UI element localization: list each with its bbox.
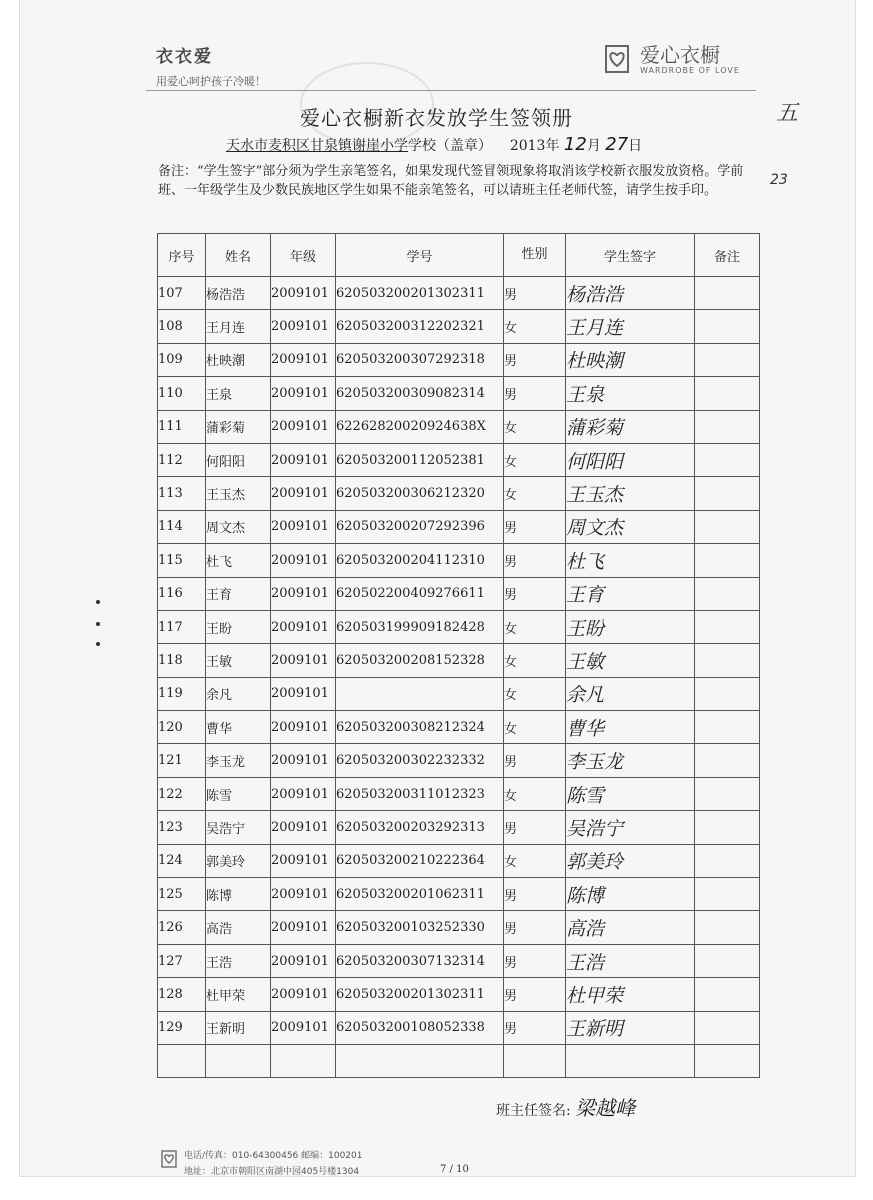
cell-no: 111 [158,410,206,443]
cell-student-signature [566,1044,695,1077]
cell-sex: 男 [504,277,566,310]
cell-grade [271,1044,336,1077]
header-signature: 学生签字 [566,234,695,277]
cell-grade: 2009101 [271,677,336,710]
month-unit: 月 [586,138,601,154]
cell-remark [695,310,760,343]
header-id: 学号 [336,234,504,277]
cell-sex: 女 [504,477,566,510]
cell-grade: 2009101 [271,744,336,777]
table-row [158,677,760,710]
margin-mark-top: 五 [776,101,799,126]
cell-no: 123 [158,811,206,844]
cell-student-id: 620503200311012323 [336,777,504,810]
cell-remark [695,544,760,577]
cell-sex: 男 [504,577,566,610]
table-row [158,644,760,677]
cell-no: 113 [158,477,206,510]
cell-no: 125 [158,878,206,911]
table-row [158,844,760,877]
cell-student-signature: 高浩 [566,911,695,944]
header-no: 序号 [158,234,206,277]
table-row [158,477,760,510]
cell-grade: 2009101 [271,443,336,476]
cell-remark [695,677,760,710]
cell-student-id: 620503200108052338 [336,1011,504,1044]
cell-grade: 2009101 [271,544,336,577]
cell-no: 114 [158,510,206,543]
day-handwritten: 27 [605,134,629,155]
table-row [158,310,760,343]
cell-sex: 女 [504,443,566,476]
cell-name: 王浩 [206,944,271,977]
cell-sex: 男 [504,343,566,376]
page-number: 7 / 10 [440,1164,469,1175]
cell-student-signature: 杨浩浩 [566,277,695,310]
cell-no [158,1044,206,1077]
cell-name: 曹华 [206,711,271,744]
table-row [158,711,760,744]
header-remark: 备注 [695,234,760,277]
wardrobe-heart-icon [600,42,634,76]
header-grade: 年级 [271,234,336,277]
cell-student-signature: 蒲彩菊 [566,410,695,443]
cell-grade: 2009101 [271,644,336,677]
cell-student-signature: 王育 [566,577,695,610]
table-row [158,377,760,410]
cell-student-signature: 王浩 [566,944,695,977]
table-row [158,1044,760,1077]
cell-student-id: 62262820020924638X [336,410,504,443]
cell-remark [695,1044,760,1077]
sign-sheet-table [157,233,760,1078]
cell-sex: 男 [504,811,566,844]
cell-grade: 2009101 [271,944,336,977]
cell-name: 杜映潮 [206,343,271,376]
cell-remark [695,777,760,810]
header-divider [146,90,756,91]
brand-right-sub: WARDROBE OF LOVE [640,65,740,75]
table-row [158,811,760,844]
table-row [158,510,760,543]
cell-student-id [336,1044,504,1077]
cell-student-id: 620503200210222364 [336,844,504,877]
cell-sex: 男 [504,911,566,944]
cell-sex: 男 [504,544,566,577]
cell-no: 107 [158,277,206,310]
cell-student-id: 620503200308212324 [336,711,504,744]
cell-sex: 女 [504,711,566,744]
cell-grade: 2009101 [271,777,336,810]
cell-no: 109 [158,343,206,376]
cell-remark [695,711,760,744]
cell-no: 110 [158,377,206,410]
table-row [158,911,760,944]
cell-sex: 女 [504,610,566,643]
cell-remark [695,911,760,944]
cell-remark [695,1011,760,1044]
cell-no: 122 [158,777,206,810]
teacher-signature: 梁越峰 [575,1096,636,1120]
cell-name: 王泉 [206,377,271,410]
teacher-label: 班主任签名: [496,1103,571,1119]
cell-student-id: 620503200307292318 [336,343,504,376]
cell-student-id: 620503200307132314 [336,944,504,977]
school-label: 学校（盖章） [408,138,492,154]
cell-no: 115 [158,544,206,577]
cell-no: 126 [158,911,206,944]
cell-student-signature: 杜飞 [566,544,695,577]
table-row [158,777,760,810]
cell-student-signature: 余凡 [566,677,695,710]
cell-no: 117 [158,610,206,643]
school-line [226,134,642,155]
cell-student-id: 620503200306212320 [336,477,504,510]
cell-no: 120 [158,711,206,744]
cell-no: 118 [158,644,206,677]
cell-sex: 男 [504,1011,566,1044]
table-row [158,944,760,977]
cell-grade: 2009101 [271,510,336,543]
cell-remark [695,978,760,1011]
cell-student-id: 620503200201302311 [336,978,504,1011]
table-row [158,544,760,577]
header-sex: 性别 [504,234,566,277]
cell-student-signature: 陈雪 [566,777,695,810]
cell-grade: 2009101 [271,277,336,310]
table-row [158,443,760,476]
cell-student-signature: 曹华 [566,711,695,744]
table-row [158,610,760,643]
cell-sex: 男 [504,744,566,777]
cell-name: 杨浩浩 [206,277,271,310]
cell-student-signature: 吴浩宁 [566,811,695,844]
cell-no: 127 [158,944,206,977]
cell-student-id: 620503200103252330 [336,911,504,944]
cell-no: 119 [158,677,206,710]
year-unit: 年 [545,138,560,154]
brand-left [156,42,266,89]
cell-remark [695,477,760,510]
cell-grade: 2009101 [271,477,336,510]
cell-sex: 男 [504,377,566,410]
cell-sex: 男 [504,510,566,543]
cell-no: 129 [158,1011,206,1044]
cell-student-signature: 王敏 [566,644,695,677]
cell-student-id: 620503200112052381 [336,443,504,476]
page-title: 爱心衣橱新衣发放学生签领册 [300,106,573,130]
cell-grade: 2009101 [271,310,336,343]
cell-remark [695,944,760,977]
cell-name: 陈博 [206,878,271,911]
cell-name: 李玉龙 [206,744,271,777]
cell-remark [695,610,760,643]
punch-dot [96,642,100,646]
table-row [158,878,760,911]
cell-student-signature: 陈博 [566,878,695,911]
table-header-row [158,234,760,277]
cell-student-id: 620503200204112310 [336,544,504,577]
cell-no: 128 [158,978,206,1011]
cell-remark [695,577,760,610]
cell-remark [695,510,760,543]
brand-right [600,42,740,76]
cell-student-id [336,677,504,710]
wardrobe-heart-icon [158,1148,180,1170]
cell-sex: 女 [504,777,566,810]
cell-student-id: 620503200201062311 [336,878,504,911]
cell-sex: 女 [504,844,566,877]
cell-sex: 男 [504,978,566,1011]
cell-sex: 女 [504,677,566,710]
cell-no: 112 [158,443,206,476]
note-paragraph: 备注：“学生签字”部分须为学生亲笔签名，如果发现代签冒领现象将取消该学校新衣服发放资格。学前班、一年级学生及少数民族地区学生如果不能亲笔签名，可以请班主任老师代签，请学生按手印。 [158,164,744,198]
cell-remark [695,811,760,844]
cell-name: 王月连 [206,310,271,343]
cell-grade: 2009101 [271,1011,336,1044]
cell-student-id: 620503200201302311 [336,277,504,310]
cell-remark [695,644,760,677]
cell-sex: 女 [504,410,566,443]
cell-name: 陈雪 [206,777,271,810]
cell-name: 王盼 [206,610,271,643]
cell-name: 余凡 [206,677,271,710]
footer-phone: 电话/传真：010-64300456 邮编：100201 [184,1151,363,1161]
cell-name: 高浩 [206,911,271,944]
cell-student-signature: 王新明 [566,1011,695,1044]
cell-student-signature: 王月连 [566,310,695,343]
cell-student-signature: 王泉 [566,377,695,410]
cell-sex: 女 [504,644,566,677]
cell-grade: 2009101 [271,610,336,643]
school-name: 天水市麦积区甘泉镇谢崖小学 [226,138,408,154]
cell-no: 124 [158,844,206,877]
footer-address: 地址：北京市朝阳区南湖中园405号楼1304 [184,1167,360,1177]
cell-name: 王玉杰 [206,477,271,510]
cell-name: 杜飞 [206,544,271,577]
cell-student-signature: 王盼 [566,610,695,643]
cell-student-signature: 周文杰 [566,510,695,543]
table-row [158,744,760,777]
punch-dot [96,600,100,604]
cell-grade: 2009101 [271,978,336,1011]
cell-student-signature: 李玉龙 [566,744,695,777]
cell-name: 何阳阳 [206,443,271,476]
teacher-signature-line [496,1092,635,1121]
cell-name: 王育 [206,577,271,610]
table-row [158,1011,760,1044]
cell-remark [695,744,760,777]
cell-grade: 2009101 [271,377,336,410]
cell-name: 杜甲荣 [206,978,271,1011]
cell-student-id: 620503200203292313 [336,811,504,844]
cell-student-id: 620503200302232332 [336,744,504,777]
cell-name: 蒲彩菊 [206,410,271,443]
footer [158,1148,362,1177]
cell-grade: 2009101 [271,410,336,443]
cell-student-signature: 何阳阳 [566,443,695,476]
table-row [158,410,760,443]
table-row [158,343,760,376]
punch-dot [96,622,100,626]
cell-student-id: 620503200312202321 [336,310,504,343]
cell-remark [695,410,760,443]
cell-grade: 2009101 [271,711,336,744]
day-unit: 日 [628,138,643,154]
margin-mark-second: 23 [770,172,788,188]
year: 2013 [509,138,546,154]
table-row [158,978,760,1011]
cell-name: 王新明 [206,1011,271,1044]
cell-grade: 2009101 [271,911,336,944]
month-handwritten: 12 [563,134,587,155]
cell-student-signature: 王玉杰 [566,477,695,510]
cell-remark [695,443,760,476]
cell-grade: 2009101 [271,878,336,911]
cell-name: 郭美玲 [206,844,271,877]
cell-grade: 2009101 [271,844,336,877]
cell-student-id: 620503200208152328 [336,644,504,677]
cell-sex [504,1044,566,1077]
brand-left-logo: 衣衣爱 [156,47,213,67]
cell-remark [695,844,760,877]
cell-student-id: 620502200409276611 [336,577,504,610]
cell-no: 121 [158,744,206,777]
table-row [158,577,760,610]
cell-student-id: 620503200309082314 [336,377,504,410]
cell-name: 周文杰 [206,510,271,543]
cell-grade: 2009101 [271,577,336,610]
cell-student-signature: 杜映潮 [566,343,695,376]
cell-remark [695,343,760,376]
cell-remark [695,377,760,410]
table-row [158,277,760,310]
cell-grade: 2009101 [271,343,336,376]
cell-name: 吴浩宁 [206,811,271,844]
cell-remark [695,277,760,310]
brand-left-slogan: 用爱心呵护孩子冷暖！ [156,75,266,88]
brand-right-name: 爱心衣橱 [640,42,720,67]
cell-sex: 女 [504,310,566,343]
cell-no: 116 [158,577,206,610]
cell-name [206,1044,271,1077]
cell-name: 王敏 [206,644,271,677]
header-name: 姓名 [206,234,271,277]
cell-grade: 2009101 [271,811,336,844]
cell-remark [695,878,760,911]
cell-no: 108 [158,310,206,343]
cell-student-signature: 杜甲荣 [566,978,695,1011]
cell-student-signature: 郭美玲 [566,844,695,877]
cell-student-id: 620503200207292396 [336,510,504,543]
cell-sex: 男 [504,944,566,977]
cell-student-id: 620503199909182428 [336,610,504,643]
cell-sex: 男 [504,878,566,911]
